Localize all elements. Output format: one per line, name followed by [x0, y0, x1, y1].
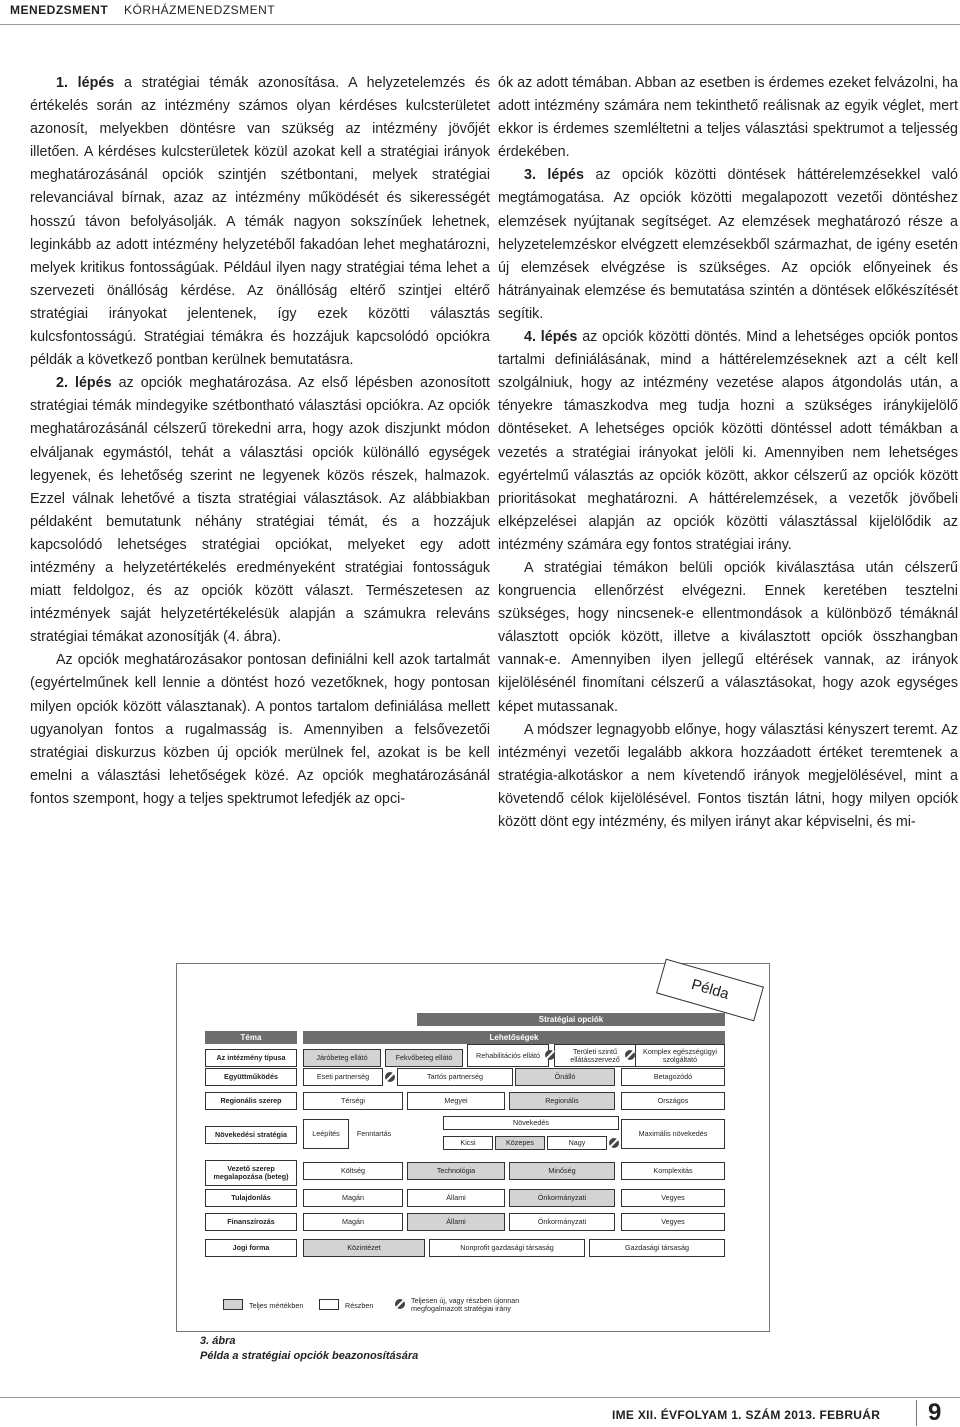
figure-caption: Példa a stratégiai opciók beazonosítására [200, 1350, 419, 1362]
step-label: 1. lépés [56, 75, 115, 91]
legend-new-direction-icon [395, 1299, 405, 1309]
row-label-regional-role: Regionális szerep [205, 1092, 297, 1110]
option-cell: Közintézet [303, 1239, 425, 1257]
legend-swatch-partial [319, 1299, 339, 1310]
subsection-label: KÓRHÁZMENEDZSMENT [124, 3, 276, 17]
figure-strategic-options [176, 963, 770, 1332]
option-cell: Gazdasági társaság [589, 1239, 725, 1257]
step-label: 3. lépés [524, 167, 584, 184]
option-cell: Minőség [509, 1162, 615, 1180]
option-cell: Magán [303, 1213, 403, 1231]
row-label-leading-role: Vezető szerep megalapozása (beteg) [205, 1160, 297, 1186]
option-cell: Tartós partnerség [397, 1068, 513, 1086]
option-cell: Területi szintű ellátásszervező [554, 1044, 636, 1067]
option-cell: Regionális [509, 1092, 615, 1110]
options-column-header: Lehetőségek [303, 1031, 725, 1044]
left-column [30, 72, 490, 811]
option-cell: Közepes [495, 1136, 545, 1150]
example-badge: Példa [656, 959, 764, 1022]
row-label-ownership: Tulajdonlás [205, 1189, 297, 1207]
option-cell: Technológia [407, 1162, 505, 1180]
option-cell: Állami [407, 1189, 505, 1207]
option-cell: Vegyes [621, 1189, 725, 1207]
new-direction-icon [545, 1050, 555, 1060]
row-label-growth-strategy: Növekedési stratégia [205, 1126, 297, 1144]
new-direction-icon [625, 1050, 635, 1060]
right-column [498, 72, 958, 834]
paragraph-text: az opciók meghatározása. Az első lépésben azonosított stratégiai témák mindegyike szétbontható választási opciókra. Az opciók meghatározásánál célszerű törekedni arra, hogy azok diszjunkt módon elváljanak egymástól, tehát a választási opciók különálló egységek legyenek, és lehetőség szerint ne legyenek közös részek, halmazok. Ezzel válnak lehetővé a tiszta stratégiai választások. Az alábbiakban példaként bemutatunk néhány stratégiai témát, és a hozzájuk kapcsolódó lehetséges stratégiai opciókat, melyeket egy adott intézmény a helyzetértékelés eredményeként stratégiai fontosságuk miatt feldolgoz, és az opciók között választ. Természetesen az intézmények saját helyzetértékelésük alapján a számukra releváns stratégiai témákat azonosítják (4. ábra). [30, 375, 490, 646]
option-cell: Fenntartás [356, 1129, 392, 1138]
paragraph-text: a stratégiai témák azonosítása. A helyzetelemzés és értékelés során az intézmény számos olyan kérdéses kulcsterületet azonosít, melyekben döntésre van szükség az intézmény jövőjét illetően. A kérdéses kulcsterületek közül azokat kell a stratégiai irányok meghatározásánál opciók szintjén szétbontani, melyek stratégiai relevanciával bírnak, azaz az intézmény működését és sikerességét hosszú távon befolyásolják. A témák nagyon sokszínűek lehetnek, leginkább az adott intézmény helyzetéből fakadóan lehet meghatározni, melyek kritikus fontosságúak. Például ilyen nagy stratégiai téma lehet a szervezeti önállóság kérdése. Az önállóság eltérő szintjei eltérő stratégiai irányokat jelentenek, így ezek közötti választás kulcsfontosságú. Stratégiai témákra és hozzájuk kapcsolódó opciókra példák a következő pontban kerülnek bemutatásra. [30, 75, 490, 369]
row-label-institution-type: Az intézmény típusa [205, 1049, 297, 1067]
row-label-cooperation: Együttműködés [205, 1068, 297, 1086]
option-cell: Országos [621, 1092, 725, 1110]
paragraph: A módszer legnagyobb előnye, hogy választási kényszert teremt. Az intézményi vezetői legalább akkora hozzáadott értéket teremtenek a stratégia-alkotáskor a nem kívetendő irányok megjelölésével, mint a követendő célok kijelölésével. Fontos tisztán látni, hogy milyen opciók között dönt egy intézmény, és milyen irányt akar képviselni, és mi- [498, 721, 958, 830]
option-cell: Térségi [303, 1092, 403, 1110]
option-cell: Nonprofit gazdasági társaság [429, 1239, 585, 1257]
paragraph: ók az adott témában. Abban az esetben is érdemes ezeket felvázolni, ha adott intézmény számára nem tekinthető reálisnak az egyik véglet, mert ekkor is érdemes szemléltetni a teljes választási spektrumot a teljesség érdekében. [498, 75, 958, 161]
legend-swatch-full [223, 1299, 243, 1310]
option-cell: Önálló [515, 1068, 615, 1086]
option-cell: Önkormányzati [509, 1213, 615, 1231]
figure-number: 3. ábra [200, 1335, 236, 1347]
option-cell: Megyei [407, 1092, 505, 1110]
footer-divider [0, 1397, 960, 1398]
row-label-financing: Finanszírozás [205, 1213, 297, 1231]
legend-label-new: Teljesen új, vagy részben újonnan megfogalmazott stratégiai irány [411, 1296, 520, 1313]
new-direction-icon [385, 1072, 395, 1082]
option-cell: Növekedés [443, 1116, 619, 1130]
legend-label-partial: Részben [345, 1301, 374, 1310]
theme-column-header: Téma [205, 1031, 297, 1044]
option-cell: Rehabilitációs ellátó [467, 1044, 549, 1067]
figure-title-bar: Stratégiai opciók [417, 1013, 725, 1026]
step-label: 2. lépés [56, 375, 112, 392]
option-cell: Fekvőbeteg ellátó [385, 1049, 463, 1067]
option-cell: Vegyes [621, 1213, 725, 1231]
option-cell: Magán [303, 1189, 403, 1207]
new-direction-icon [609, 1138, 619, 1148]
publication-info: IME XII. ÉVFOLYAM 1. SZÁM 2013. FEBRUÁR [612, 1408, 881, 1422]
paragraph: A stratégiai témákon belüli opciók kiválasztása után célszerű kongruencia ellenőrzést elvégezni. Ennek keretében tesztelni szükséges, hogy nincsenek-e ellentmondások a különböző témáknál választott opciók között, illetve a kiválasztott opciók összhangban vannak-e. Amennyiben ilyen jellegű eltérések vannak, az irányok kijelölésénél finomítani célszerű a választásokat, hogy azok egységes képet mutassanak. [498, 559, 958, 715]
header-divider [0, 24, 960, 25]
page-number: 9 [928, 1399, 942, 1426]
paragraph-step-3 [498, 164, 958, 326]
option-cell: Költség [303, 1162, 403, 1180]
paragraph-step-2 [30, 372, 490, 649]
option-cell: Járóbeteg ellátó [303, 1049, 381, 1067]
paragraph-text: az opciók közötti döntések háttérelemzésekkel való megtámogatása. Az opciók közötti megalapozott vezetői döntéshez elemzések nyújtanak segítséget. Az elemzések meghatározó része a helyzetelemzéskor elvégzett elemzésekből származhat, de igény esetén új elemzések elvégzése is szükséges. Az opciók előnyeinek és hátrányainak elemzése és bemutatása szintén a döntések előkészítését segítik. [498, 167, 958, 322]
footer-separator [916, 1400, 917, 1426]
option-cell: Kicsi [443, 1136, 493, 1150]
row-label-legal-form: Jogi forma [205, 1239, 297, 1257]
paragraph-step-4 [498, 326, 958, 557]
section-label: MENEDZSMENT [10, 3, 109, 17]
paragraph: Az opciók meghatározásakor pontosan definiálni kell azok tartalmát (egyértelműnek kell lennie a döntést hozó vezetőknek, hogy pontosan milyen opciók között választanak). A pontos tartalom definiálása mellett ugyanolyan fontos a rugalmasság is. Amennyiben a felsővezetői stratégiai diskurzus közben új opciók merülnek fel, azokat is be kell emelni a választási lehetőségek közé. Az opciók meghatározásánál fontos szempont, hogy a teljes spektrumot lefedjék az opci- [30, 652, 490, 807]
option-cell: Betagozódó [621, 1068, 725, 1086]
option-cell: Önkormányzati [509, 1189, 615, 1207]
page-header [0, 0, 960, 26]
paragraph-text: az opciók közötti döntés. Mind a lehetséges opciók pontos tartalmi definiálásának, mind a háttérelemzéseknek azt a célt kell szolgálniuk, hogy az intézmény vezetése alapos átgondolás után, a tényekre támaszkodva meg tudja hozni a szükséges iránykijelölő döntéseket. A lehetséges opciók közötti döntéssel adott témákban a vezetés a stratégiai irányokat jelöli ki. Amennyiben nem lehetséges egyértelmű választás az opciók között, akkor célszerű az opciók között prioritásokat meghatározni. A háttérelemzések, a vezetők jövőbeli elképzelései alapján az opciók közötti választással kijelölődik az intézmény számára egy fontos stratégiai irány. [498, 329, 958, 553]
option-cell: Nagy [547, 1136, 607, 1150]
option-cell: Komplexitás [621, 1162, 725, 1180]
option-cell: Maximális növekedés [621, 1119, 725, 1149]
option-cell: Állami [407, 1213, 505, 1231]
option-cell: Eseti partnerség [303, 1068, 383, 1086]
option-cell: Leépítés [303, 1119, 349, 1149]
step-label: 4. lépés [524, 329, 578, 346]
paragraph-step-1 [30, 72, 490, 372]
option-cell: Komplex egészségügyi szolgáltató [635, 1044, 725, 1067]
legend-label-full: Teljes mértékben [249, 1301, 304, 1310]
